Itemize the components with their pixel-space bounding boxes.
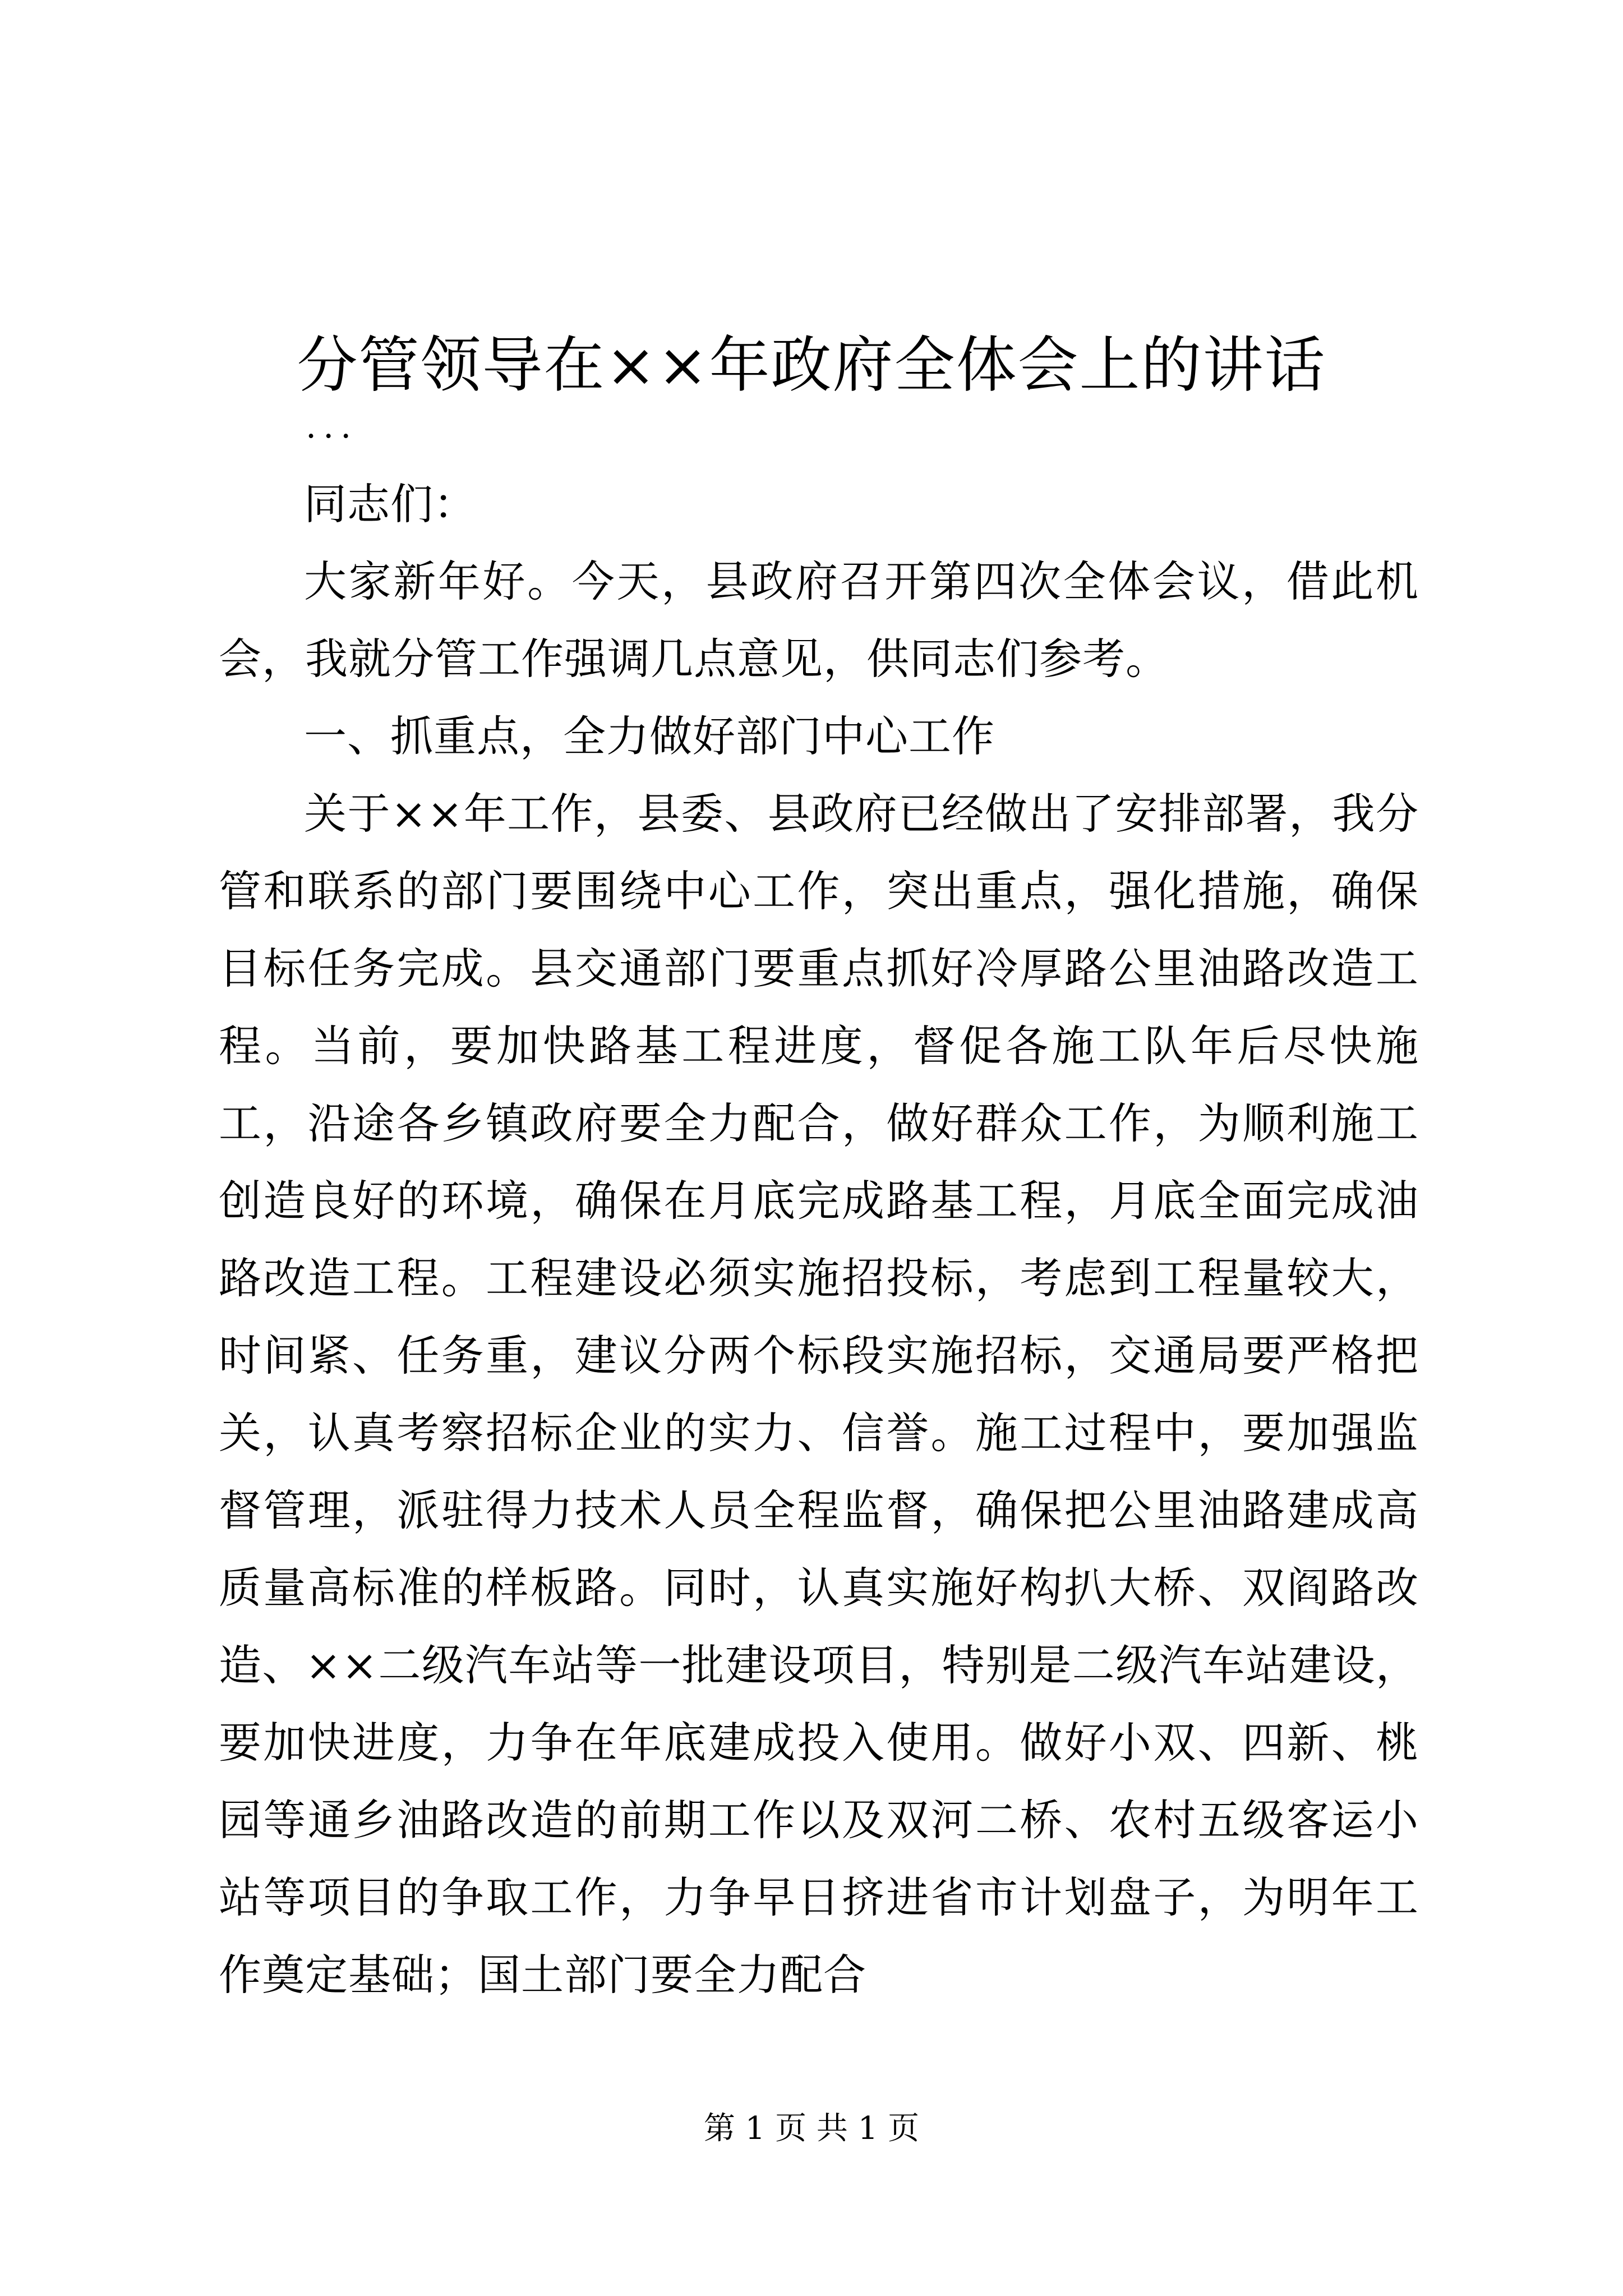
paragraph-opening: 大家新年好。今天，县政府召开第四次全体会议，借此机会，我就分管工作强调几点意见，供同志们参考。 (219, 556, 1419, 684)
paragraph-section-1-body: 关于××年工作，县委、县政府已经做出了安排部署，我分管和联系的部门要围绕中心工作，突出重点，强化措施，确保目标任务完成。县交通部门要重点抓好冷厚路公里油路改造工程。当前，要加快路基工程进度，督促各施工队年后尽快施工，沿途各乡镇政府要全力配合，做好群众工作，为顺利施工创造良好的环境，确保在月底完成路基工程，月底全面完成油路改造工程。工程建设必须实施招投标，考虑到工程量较大，时间紧、任务重，建议分两个标段实施招标，交通局要严格把关，认真考察招标企业的实力、信誉。施工过程中，要加强监督管理，派驻得力技术人员全程监督，确保把公里油路建成高质量高标准的样板路。同时，认真实施好构扒大桥、双阎路改造、××二级汽车站等一批建设项目，特别是二级汽车站建设，要加快进度，力争在年底建成投入使用。做好小双、四新、桃园等通乡油路改造的前期工作以及双河二桥、农村五级客运小站等项目的争取工作，力争早日挤进省市计划盘子，为明年工作奠定基础；国土部门要全力配合 (219, 789, 1419, 2000)
document-body (219, 466, 1419, 2014)
ellipsis-marker: ... (306, 407, 358, 446)
paragraph-salutation: 同志们： (304, 479, 477, 529)
page-footer: 第 1 页 共 1 页 (703, 2110, 920, 2147)
document-title: 分管领导在××年政府全体会上的讲话 (297, 330, 1326, 401)
section-heading-1: 一、抓重点，全力做好部门中心工作 (304, 711, 995, 761)
